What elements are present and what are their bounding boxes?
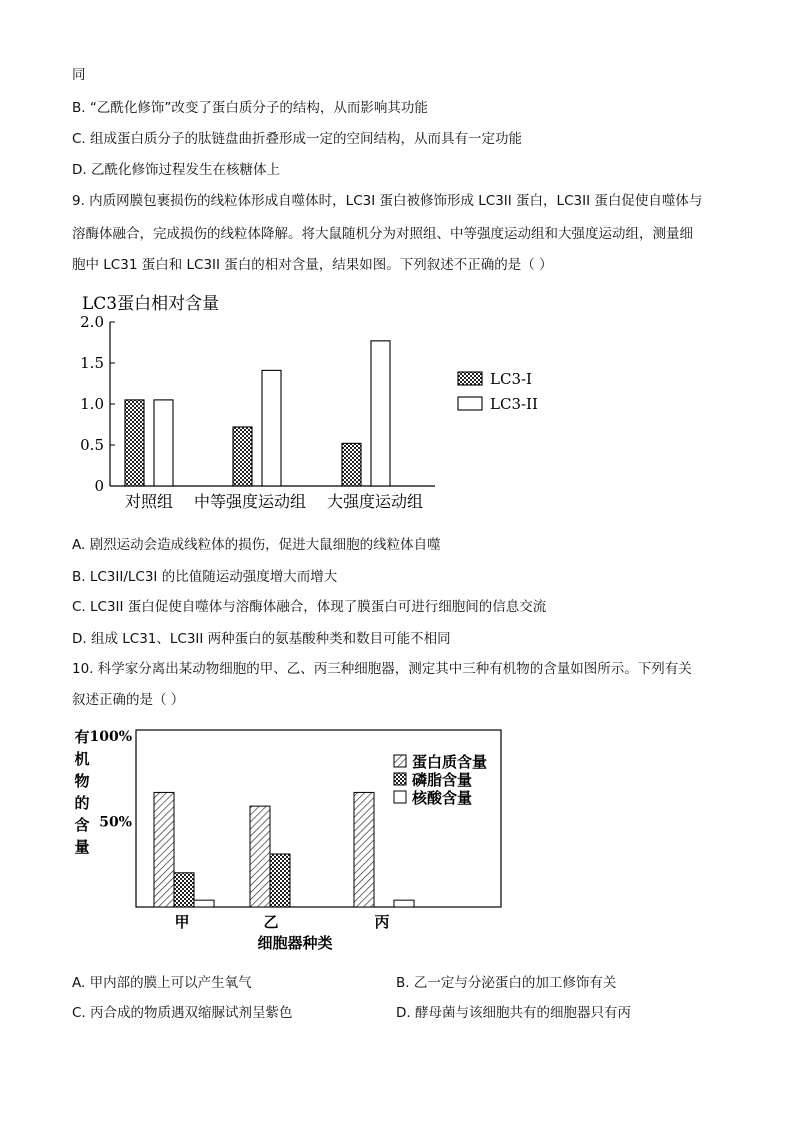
chart2-xlabel: 细胞器种类 [257,934,333,952]
q10-option-b: B. 乙一定与分泌蛋白的加工修饰有关 [396,975,617,991]
chart2-legend-swatch [394,773,406,785]
q9-option-a: A. 剧烈运动会造成线粒体的损伤，促进大鼠细胞的线粒体自噬 [72,537,441,553]
q9-stem-line3: 胞中 LC31 蛋白和 LC3II 蛋白的相对含量，结果如图。下列叙述不正确的是（ ） [72,257,553,273]
chart1-title: LC3蛋白相对含量 [82,294,220,314]
chart1-bar-lc3-i [125,400,144,486]
chart1-y-tick-label: 1.0 [80,395,104,413]
chart1-bar-lc3-ii [154,400,173,486]
chart1-category-label: 中等强度运动组 [193,492,307,511]
chart2-ylabel-char: 有 [74,728,90,746]
q9-option-c: C. LC3II 蛋白促使自噬体与溶酶体融合，体现了膜蛋白可进行细胞间的信息交流 [72,599,547,615]
q10-option-d: D. 酵母菌与该细胞共有的细胞器只有丙 [396,1005,631,1021]
chart2-ylabel-char: 机 [74,750,90,768]
q10-stem-line2: 叙述正确的是（ ） [72,692,185,708]
chart2-ylabel-char: 量 [74,838,90,856]
chart2-ylabel-char: 的 [74,794,90,812]
chart2-bar-protein [354,792,374,907]
q8-option-c: C. 组成蛋白质分子的肽链盘曲折叠形成一定的空间结构，从而具有一定功能 [72,131,523,147]
q10-option-c: C. 丙合成的物质遇双缩脲试剂呈紫色 [72,1005,293,1021]
chart2-legend-swatch [394,755,406,767]
chart2-bar-nucleic-acid [194,900,214,907]
chart2-bar-nucleic-acid [394,900,414,907]
chart1-bar-lc3-i [342,443,361,486]
lc3-chart [60,285,560,520]
chart2-legend-label: 蛋白质含量 [412,753,488,771]
chart2-ylabel-char: 物 [74,772,90,790]
chart1-bar-lc3-ii [262,370,281,486]
chart1-y-tick-label: 0.5 [80,436,104,454]
chart2-bar-protein [250,806,270,907]
chart2-legend-label: 磷脂含量 [412,771,473,789]
chart2-category-label: 丙 [374,913,390,931]
organelle-chart [60,722,520,954]
q8-option-d: D. 乙酰化修饰过程发生在核糖体上 [72,162,280,178]
q9-stem-line2: 溶酶体融合，完成损伤的线粒体降解。将大鼠随机分为对照组、中等强度运动组和大强度运动组，测量细 [72,226,693,242]
chart2-legend-label: 核酸含量 [412,789,473,807]
chart2-legend-swatch [394,791,406,803]
chart2-y-tick-label: 50% [99,814,132,831]
chart2-y-tick-label: 100% [89,729,132,745]
chart1-legend-label: LC3-II [490,395,538,413]
chart1-legend-swatch [458,372,482,385]
chart1-legend-swatch [458,397,482,410]
chart2-category-label: 甲 [174,913,190,931]
q9-stem-line1: 9. 内质网膜包裹损伤的线粒体形成自噬体时，LC3I 蛋白被修饰形成 LC3II 蛋白，LC3II 蛋白促使自噬体与 [72,193,703,209]
chart2-bar-phospholipid [270,854,290,907]
q8-option-b: B. “乙酰化修饰”改变了蛋白质分子的结构，从而影响其功能 [72,100,428,116]
chart2-bar-protein [154,792,174,907]
chart1-y-tick-label: 1.5 [80,354,104,372]
chart1-y-tick-label: 0 [94,477,104,495]
chart1-category-label: 对照组 [124,492,174,511]
q9-option-b: B. LC3II/LC3I 的比值随运动强度增大而增大 [72,569,338,585]
q10-stem-line1: 10. 科学家分离出某动物细胞的甲、乙、丙三种细胞器，测定其中三种有机物的含量如图所示。下列有关 [72,661,692,677]
chart1-bar-lc3-ii [371,341,390,486]
chart1-bar-lc3-i [233,427,252,486]
chart2-bar-phospholipid [174,873,194,907]
q9-option-d: D. 组成 LC31、LC3II 两种蛋白的氨基酸种类和数目可能不相同 [72,631,451,647]
chart1-category-label: 大强度运动组 [326,492,424,511]
q10-option-a: A. 甲内部的膜上可以产生氧气 [72,975,252,991]
chart2-ylabel-char: 含 [74,816,90,834]
chart1-y-tick-label: 2.0 [80,313,104,331]
q8-continuation: 同 [72,67,86,83]
chart1-legend-label: LC3-I [490,370,532,388]
chart2-category-label: 乙 [263,913,279,931]
